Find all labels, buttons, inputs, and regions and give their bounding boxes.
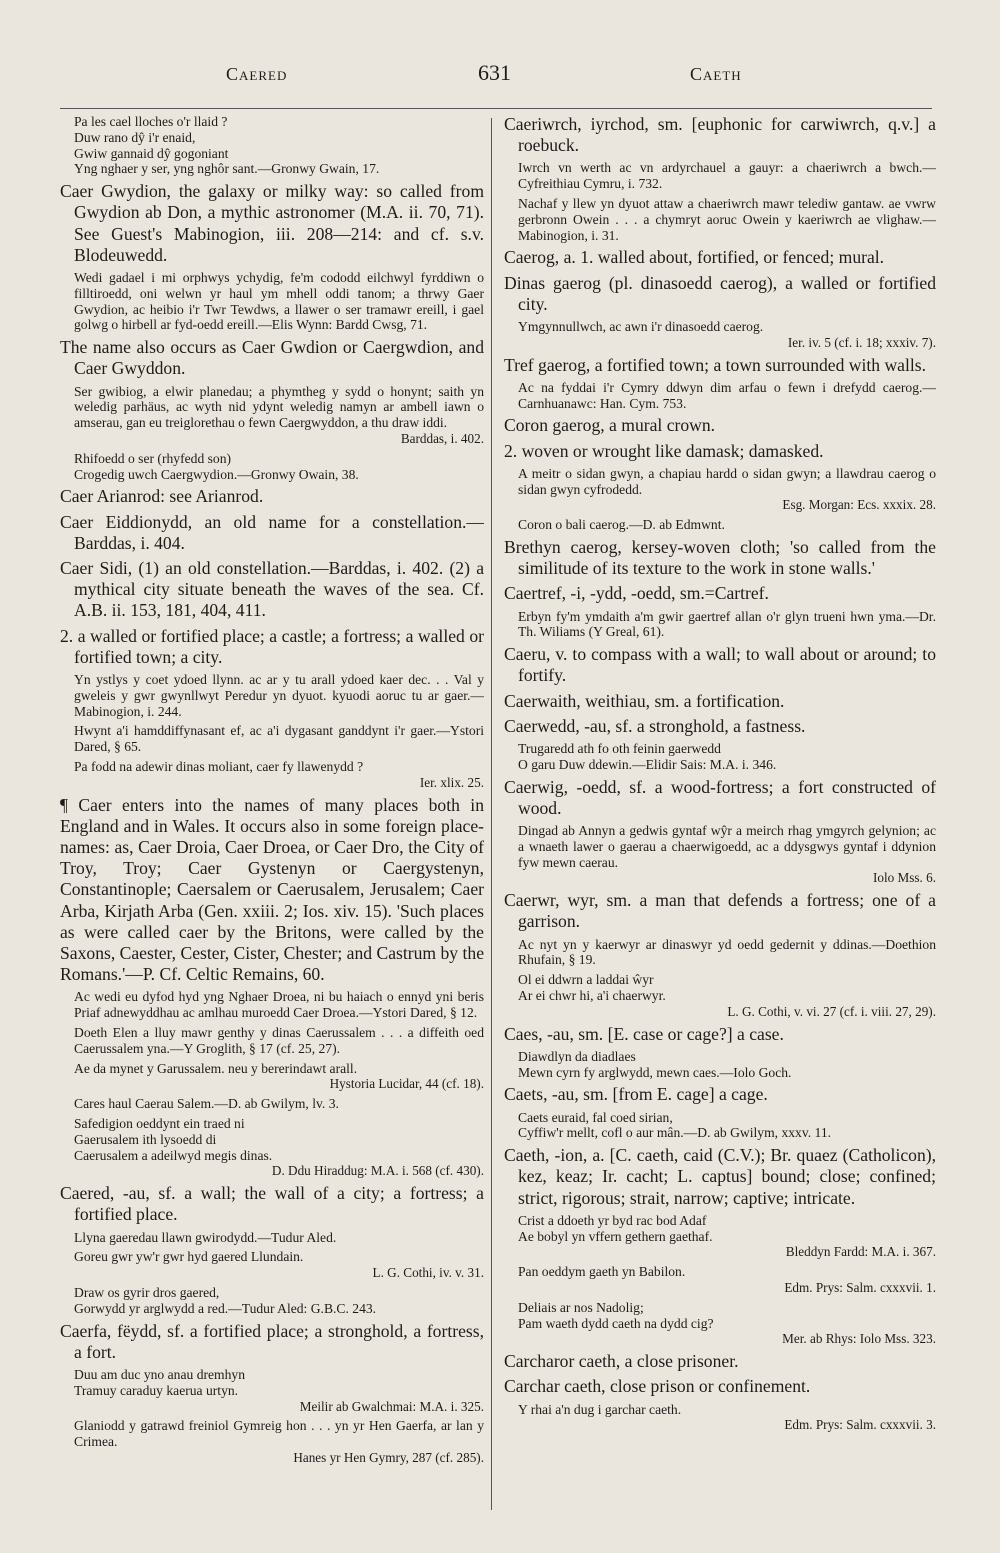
quotation: Ac nyt yn y kaerwyr ar dinaswyr yd oedd gedernit y ddinas.—Doethion Rhufain, § 19. — [518, 936, 936, 968]
entry-caer-gwydion: Caer Gwydion, the galaxy or milky way: so called from Gwydion ab Don, a mythic astronomer (M.A. ii. 70, 71). See Guest's Mabinogion, iii. 208—214: and cf. s.v. Blodeuwedd. — [60, 181, 484, 265]
quote-source: Mer. ab Rhys: Iolo Mss. 323. — [782, 1331, 936, 1347]
quote-text: Dingad ab Annyn a gedwis gyntaf wŷr a meirch rhag ymgyrch gelynion; ac a wnaeth lawer o gaerau a chaerwigoedd, ac a ddysgwys gyntaf i ddynion fyw mewn caerau. — [518, 823, 936, 870]
quotation: Diawdlyn da diadlaes Mewn cyrn fy arglwydd, mewn caes.—Iolo Goch. — [518, 1048, 792, 1080]
quote-text: A meitr o sidan gwyn, a chapiau hardd o sidan gwyn; a llawdrau caerog o sidan gwyn cyfrodedd. — [518, 465, 936, 497]
entry-carchar-caeth: Carchar caeth, close prison or confinement. — [504, 1376, 811, 1397]
header-left-word: Caered — [226, 64, 288, 84]
quote-source: Esg. Morgan: Ecs. xxxix. 28. — [782, 497, 936, 513]
entry-caeth: Caeth, -ion, a. [C. caeth, caid (C.V.); Br. quaez (Catholicon), kez, keaz; Ir. cacht; L. captus] bound; close; confined; strict, rigorous; strait, narrow; captive; intricate. — [504, 1145, 936, 1208]
quote-text: Goreu gwr yw'r gwr hyd gaered Llundain. — [74, 1249, 304, 1265]
quotation: Hwynt a'i hamddiffynasant ef, ac a'i dygasant ganddynt i'r gaer.—Ystori Dared, § 65. — [74, 723, 484, 755]
quotation — [518, 1264, 936, 1296]
entry-caer-eiddionydd: Caer Eiddionydd, an old name for a constellation.—Barddas, i. 404. — [60, 511, 484, 553]
quotation: Pa les cael lloches o'r llaid ? Duw rano dŷ i'r enaid, Gwiw gannaid dŷ gogoniant Yng nghaer y ser, yng nghôr sant.—Gronwy Gwain, 17. — [74, 114, 380, 177]
entry-caes: Caes, -au, sm. [E. case or cage?] a case. — [504, 1023, 784, 1044]
quotation: Ac wedi eu dyfod hyd yng Nghaer Droea, ni bu haiach o ennyd yni beris Priaf adnewyddhau ac amlhau muroedd Caer Droea.—Ystori Dared, § 12. — [74, 989, 484, 1021]
quotation — [74, 1061, 484, 1093]
right-column — [504, 114, 936, 1514]
quote-source: L. G. Cothi, iv. v. 31. — [372, 1265, 484, 1281]
entry-caertref: Caertref, -i, -ydd, -oedd, sm.=Cartref. — [504, 583, 769, 604]
quotation: Erbyn fy'm ymdaith a'm gwir gaertref allan o'r glyn trueni hwn yma.—Dr. Th. Wiliams (Y Greal, 61). — [518, 608, 936, 640]
entry-caerog: Caerog, a. 1. walled about, fortified, or fenced; mural. — [504, 247, 885, 268]
quotation — [518, 1300, 936, 1347]
quote-source: Edm. Prys: Salm. cxxxvii. 1. — [784, 1279, 936, 1295]
entry-caerwedd: Caerwedd, -au, sf. a stronghold, a fastness. — [504, 715, 806, 736]
entry-brethyn-caerog: Brethyn caerog, kersey-woven cloth; 'so called from the similitude of its texture to the work in stone walls.' — [504, 536, 936, 579]
quote-text: Y rhai a'n dug i garchar caeth. — [518, 1401, 682, 1417]
quote-source: Meilir ab Gwalchmai: M.A. i. 325. — [299, 1398, 484, 1414]
quote-source: D. Ddu Hiraddug: M.A. i. 568 (cf. 430). — [271, 1163, 484, 1179]
quotation — [74, 759, 484, 791]
quote-source: Barddas, i. 402. — [400, 430, 484, 446]
quotation — [74, 384, 484, 447]
quotation: Nachaf y llew yn dyuot attaw a chaeriwrch mawr telediw gantaw. ae vwrw gerbronn Owein . . . a chymryt aoruc Owein y kaeriwrch ae vlighaw.—Mabinogion, i. 31. — [518, 196, 936, 243]
entry-caerwaith: Caerwaith, weithiau, sm. a fortification. — [504, 690, 785, 711]
quote-source: Edm. Prys: Salm. cxxxvii. 3. — [784, 1417, 936, 1433]
quote-text: Ser gwibiog, a elwir planedau; a phymtheg y sydd o honynt; saith yn weledig parhäus, ac wyth nid ydynt weledig namyn ar ambell iawn o amserau, gan eu treiglorethau o fewn Caergwyddon, a thu draw iddi. — [74, 383, 484, 431]
quote-source: L. G. Cothi, v. vi. 27 (cf. i. viii. 27, 29). — [727, 1003, 936, 1019]
entry-tref-gaerog: Tref gaerog, a fortified town; a town surrounded with walls. — [504, 354, 927, 375]
quotation — [74, 1418, 484, 1465]
quotation: Llyna gaeredau llawn gwirodydd.—Tudur Aled. — [74, 1229, 337, 1245]
quotation — [74, 1249, 484, 1281]
quotation: Trugaredd ath fo oth feinin gaerwedd O garu Duw ddewin.—Elidir Sais: M.A. i. 346. — [518, 741, 777, 772]
quotation — [518, 823, 936, 886]
entry-carcharor-caeth: Carcharor caeth, a close prisoner. — [504, 1351, 739, 1372]
quotation: Yn ystlys y coet ydoed llynn. ac ar y tu arall ydoed kaer dec. . . Val y gweleis y gwr gwynllwyt Peredur yn dyuot. kyuodi aoruc tu ar gaer.—Mabinogion, i. 244. — [74, 672, 484, 719]
quotation — [518, 1213, 936, 1260]
entry-caeriwrch: Caeriwrch, iyrchod, sm. [euphonic for carwiwrch, q.v.] a roebuck. — [504, 114, 936, 156]
entry-caerwr: Caerwr, wyr, sm. a man that defends a fortress; one of a garrison. — [504, 890, 936, 932]
quotation: Coron o bali caerog.—D. ab Edmwnt. — [518, 517, 725, 533]
quote-source: Ier. iv. 5 (cf. i. 18; xxxiv. 7). — [787, 334, 936, 350]
quote-text: Crist a ddoeth yr byd rac bod Adaf Ae bobyl yn vffern gethern gaethaf. — [518, 1212, 713, 1244]
quotation — [518, 972, 936, 1019]
entry-place-names: ¶ Caer enters into the names of many places both in England and in Wales. It occurs also in some foreign place-names: as, Caer Droia, Caer Droea, or Caer Dro, the City of Troy, Troy; Caer Gystenyn or Caergystenyn, Constantinople; Caersalem or Caerusalem, Jerusalem; Caer Arba, Kirjath Arba (Gen. xxiii. 2; Ios. xiv. 15). 'Such places as were called caer by the Britons, were called by the Saxons, Caester, Cester, Cister, Chester; and Castrum by the Romans.'—P. Cf. Celtic Remains, 60. — [60, 794, 484, 985]
entry-coron-gaerog: Coron gaerog, a mural crown. — [504, 415, 716, 436]
left-column — [60, 114, 484, 1514]
quote-source: Iolo Mss. 6. — [872, 870, 936, 886]
entry-caerfa: Caerfa, fëydd, sf. a fortified place; a stronghold, a fortress, a fort. — [60, 1320, 484, 1362]
quote-text: Glaniodd y gatrawd freiniol Gymreig hon . . . yn yr Hen Gaerfa, ar lan y Crimea. — [74, 1418, 484, 1450]
header-rule — [60, 108, 932, 109]
quotation: Draw os gyrir dros gaered, Gorwydd yr arglwydd a red.—Tudur Aled: G.B.C. 243. — [74, 1284, 377, 1316]
quote-source: Bleddyn Fardd: M.A. i. 367. — [785, 1244, 936, 1260]
quote-source: Ier. xlix. 25. — [419, 774, 484, 790]
quote-source: Hystoria Lucidar, 44 (cf. 18). — [329, 1076, 484, 1092]
entry-caerwig: Caerwig, -oedd, sf. a wood-fortress; a fort constructed of wood. — [504, 776, 936, 818]
quote-source: Hanes yr Hen Gymry, 287 (cf. 285). — [293, 1449, 484, 1465]
quote-text: Safedigion oeddynt ein traed ni Gaerusalem ith lysoedd di Caerusalem a adeilwyd megis dinas. — [74, 1115, 273, 1163]
entry-note: The name also occurs as Caer Gwdion or Caergwdion, and Caer Gwyddon. — [60, 337, 484, 379]
entry-caered: Caered, -au, sf. a wall; the wall of a city; a fortress; a fortified place. — [60, 1183, 484, 1225]
entry-dinas-gaerog: Dinas gaerog (pl. dinasoedd caerog), a walled or fortified city. — [504, 272, 936, 314]
quote-text: Ymgynnullwch, ac awn i'r dinasoedd caerog. — [518, 319, 764, 334]
quote-text: Duu am duc yno anau dremhyn Tramuy caraduy kaerua urtyn. — [74, 1366, 246, 1398]
quote-text: Ol ei ddwrn a laddai ŵyr Ar ei chwr hi, a'i chaerwyr. — [518, 972, 666, 1003]
entry-sense-2: 2. a walled or fortified place; a castle; a fortress; a walled or fortified town; a city. — [60, 625, 484, 667]
quotation — [74, 1116, 484, 1179]
header-right-word: Caeth — [690, 64, 742, 84]
quotation — [518, 319, 936, 351]
column-divider — [491, 118, 492, 1510]
quotation — [518, 1402, 936, 1434]
page-header — [0, 60, 1000, 100]
entry-caeru: Caeru, v. to compass with a wall; to wall about or around; to fortify. — [504, 644, 936, 686]
page-number: 631 — [478, 60, 511, 85]
quotation: Ac na fyddai i'r Cymry ddwyn dim arfau o fewn i drefydd caerog.—Carnhuanawc: Han. Cym. 753. — [518, 379, 936, 411]
entry-sense-2: 2. woven or wrought like damask; damasked. — [504, 440, 824, 461]
quotation: Doeth Elen a lluy mawr genthy y dinas Caerussalem . . . a diffeith oed Caerussalem yna.—Y Groglith, § 17 (cf. 25, 27). — [74, 1025, 484, 1056]
entry-caer-arianrod: Caer Arianrod: see Arianrod. — [60, 486, 264, 507]
entry-caer-sidi: Caer Sidi, (1) an old constellation.—Barddas, i. 402. (2) a mythical city situate beneath the waves of the sea. Cf. A.B. ii. 153, 181, 404, 411. — [60, 557, 484, 621]
entry-caets: Caets, -au, sm. [from E. cage] a cage. — [504, 1084, 768, 1105]
quotation: Rhifoedd o ser (rhyfedd son) Crogedig uwch Caergwydion.—Gronwy Owain, 38. — [74, 450, 359, 482]
quotation: Caets euraid, fal coed sirian, Cyffiw'r mellt, cofl o aur mân.—D. ab Gwilym, xxxv. 11. — [518, 1109, 832, 1141]
quote-text: Pan oeddym gaeth yn Babilon. — [518, 1264, 686, 1280]
quotation — [518, 466, 936, 513]
quote-text: Deliais ar nos Nadolig; Pam waeth dydd caeth na dydd cig? — [518, 1299, 714, 1331]
quotation: Wedi gadael i mi orphwys ychydig, fe'm cododd eilchwyl fyrddiwn o filltiroedd, oni welwn yr haul ym mhell oddi tanom; a thrwy Gaer Gwydion, ac heibio i'r Twr Tewdws, a llawer o ser tramawr ereill, i gael golwg o hirbell ar fyd-oedd ereill.—Elis Wynn: Bardd Cwsg, 71. — [74, 270, 484, 333]
quotation — [74, 1367, 484, 1414]
quote-text: Pa fodd na adewir dinas moliant, caer fy llawenydd ? — [74, 758, 364, 774]
quotation: Iwrch vn werth ac vn ardyrchauel a gauyr: a chaeriwrch a bwch.—Cyfreithiau Cymru, i. 732. — [518, 160, 936, 192]
quote-text: Ae da mynet y Garussalem. neu y bererindawt arall. — [74, 1060, 358, 1076]
quotation: Cares haul Caerau Salem.—D. ab Gwilym, lv. 3. — [74, 1096, 339, 1112]
